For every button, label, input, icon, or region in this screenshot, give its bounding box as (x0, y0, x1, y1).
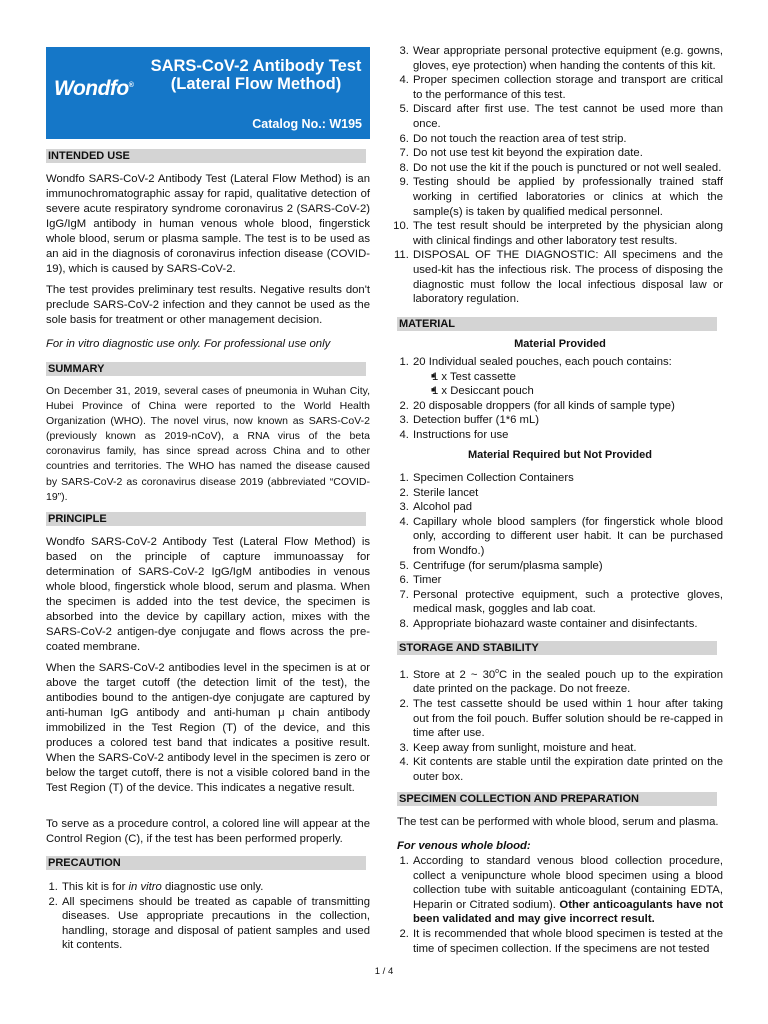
precaution-item: 9. Testing should be applied by professionally trained staff working in certified laboratories or clinics at which the sample(s) is taken by qualified medical personnel. (412, 175, 723, 219)
precaution-list-right (397, 44, 723, 307)
precaution-item: 8. Do not use the kit if the pouch is punctured or not well sealed. (412, 161, 723, 176)
document-header (46, 47, 370, 139)
pouch-item: ■ 1 x Desiccant pouch (431, 384, 723, 399)
storage-item: 1. Store at 2 ~ 30$^o$C in the sealed pouch up to the expiration date printed on the package. Do not freeze. (412, 665, 723, 697)
material-item: 1. 20 Individual sealed pouches, each pouch contains: ■ 1 x Test cassette ■ 1 x Desiccant pouch (412, 355, 723, 399)
material-provided-list (397, 355, 723, 443)
precaution-heading: PRECAUTION (46, 856, 366, 870)
product-title: SARS-CoV-2 Antibody Test (Lateral Flow Method) (150, 57, 362, 93)
storage-list (397, 665, 723, 785)
material-item: 2. 20 disposable droppers (for all kinds of sample type) (412, 399, 723, 414)
material-item: 5. Centrifuge (for serum/plasma sample) (412, 559, 723, 574)
intended-use-heading: INTENDED USE (46, 149, 366, 163)
storage-item: 3. Keep away from sunlight, moisture and heat. (412, 741, 723, 756)
precaution-list-left (46, 880, 370, 953)
material-item: 3. Detection buffer (1*6 mL) (412, 413, 723, 428)
precaution-item: 10. The test result should be interpreted by the physician along with clinical findings and other laboratory test results. (412, 219, 723, 248)
wondfo-logo: Wondfo® (54, 77, 134, 100)
venous-blood-list (397, 854, 723, 956)
precaution-item: 7. Do not use test kit beyond the expiration date. (412, 146, 723, 161)
pouch-contents (413, 370, 723, 399)
precaution-item: 5. Discard after first use. The test cannot be used more than once. (412, 102, 723, 131)
material-item: 1. Specimen Collection Containers (412, 471, 723, 486)
summary-paragraph: On December 31, 2019, several cases of pneumonia in Wuhan City, Hubei Province of China were reported to the World Health Organization (WHO). The novel virus, now known as SARS-CoV-2 (previously known as 2019-nCoV), a RNA virus of the beta coronavirus family, has since spread across China and to other countries and territories. The WHO has named the disease caused by SARS-CoV-2 as coronavirus disease 2019 (abbreviated “COVID-19”). (46, 385, 370, 503)
precaution-item: 1. This kit is for in vitro diagnostic use only. (61, 880, 370, 895)
principle-paragraph-3: To serve as a procedure control, a colored line will appear at the Control Region (C), if the test has been performed properly. (46, 818, 370, 845)
principle-heading: PRINCIPLE (46, 512, 366, 526)
material-heading: MATERIAL (397, 317, 717, 331)
specimen-item: 2. It is recommended that whole blood specimen is tested at the time of specimen collection. If the specimens are not tested (412, 927, 723, 956)
summary-heading: SUMMARY (46, 362, 366, 376)
material-item: 4. Capillary whole blood samplers (for fingerstick whole blood only, according to different user habit. It can be purchased from Wondfo.) (412, 515, 723, 559)
material-item: 2. Sterile lancet (412, 486, 723, 501)
storage-item: 2. The test cassette should be used within 1 hour after taking out from the foil pouch. Buffer solution should be re-capped in time after use. (412, 697, 723, 741)
pouch-item: ■ 1 x Test cassette (431, 370, 723, 385)
material-item: 7. Personal protective equipment, such a protective gloves, medical mask, goggles and lab coat. (412, 588, 723, 617)
intended-use-paragraph-3: For in vitro diagnostic use only. For professional use only (46, 338, 331, 350)
principle-paragraph-1: Wondfo SARS-CoV-2 Antibody Test (Lateral Flow Method) is based on the principle of capture immunoassay for determination of SARS-CoV-2 IgG/IgM antibodies in venous whole blood, fingerstick whole blood, serum and plasma. When the specimen is added into the test device, the specimen is absorbed into the device by capillary action, mixes with the SARS-CoV-2 antigen-dye conjugate and flows across the pre-coated membrane. (46, 536, 370, 653)
specimen-item: 1. According to standard venous blood collection procedure, collect a venipuncture whole blood specimen using a blood collection tube with suitable anticoagulant (containing EDTA, Heparin or Citrated sodium). Other anticoagulants have not been validated and may give incorrect result. (412, 854, 723, 927)
specimen-heading: SPECIMEN COLLECTION AND PREPARATION (397, 792, 717, 806)
precaution-item: 3. Wear appropriate personal protective equipment (e.g. gowns, gloves, eye protection) when handing the contents of this kit. (412, 44, 723, 73)
intended-use-paragraph-1: Wondfo SARS-CoV-2 Antibody Test (Lateral Flow Method) is an immunochromatographic assay for rapid, qualitative detection of severe acute respiratory syndrome coronavirus 2 (SARS-CoV-2) IgG/IgM antibody in human venous whole blood, fingerstick whole blood, serum or plasma sample. The test is to be used as an aid in the diagnosis of coronavirus infection disease (COVID-19), which is caused by SARS-CoV-2. (46, 173, 370, 275)
precaution-item: 11. DISPOSAL OF THE DIAGNOSTIC: All specimens and the used-kit has the infectious risk. The process of disposing the diagnostic must follow the local infectious disposal law or laboratory regulation. (412, 248, 723, 306)
material-item: 4. Instructions for use (412, 428, 723, 443)
storage-heading: STORAGE AND STABILITY (397, 641, 717, 655)
catalog-number: Catalog No.: W195 (252, 117, 362, 131)
precaution-item: 6. Do not touch the reaction area of test strip. (412, 132, 723, 147)
material-not-provided-heading: Material Required but Not Provided (468, 449, 652, 461)
material-item: 8. Appropriate biohazard waste container and disinfectants. (412, 617, 723, 632)
venous-blood-heading: For venous whole blood: (397, 840, 531, 852)
precaution-item: 2. All specimens should be treated as capable of transmitting diseases. Use appropriate precautions in the collection, handling, storage and disposal of patient samples and used kit contents. (61, 895, 370, 953)
precaution-item: 4. Proper specimen collection storage and transport are critical to the performance of this test. (412, 73, 723, 102)
material-item: 6. Timer (412, 573, 723, 588)
specimen-paragraph: The test can be performed with whole blood, serum and plasma. (397, 816, 719, 828)
principle-paragraph-2: When the SARS-CoV-2 antibodies level in the specimen is at or above the target cutoff (the detection limit of the test), the antibodies bound to the antigen-dye conjugate are captured by anti-human IgG antibody and anti-human μ chain antibody immobilized in the Test Region (T) of the device, and this produces a colored test band that indicates a positive result. When the SARS-CoV-2 antibody level in the specimen is zero or below the target cutoff, there is not a visible colored band in the Test Region (T) of the device. This indicates a negative result. (46, 662, 370, 794)
material-not-provided-list (397, 471, 723, 632)
storage-item: 4. Kit contents are stable until the expiration date printed on the outer box. (412, 755, 723, 784)
intended-use-paragraph-2: The test provides preliminary test results. Negative results don't preclude SARS-CoV-2 infection and they cannot be used as the sole basis for treatment or other management decision. (46, 284, 370, 326)
material-provided-heading: Material Provided (514, 338, 606, 350)
page-number: 1 / 4 (374, 966, 394, 977)
material-item: 3. Alcohol pad (412, 500, 723, 515)
